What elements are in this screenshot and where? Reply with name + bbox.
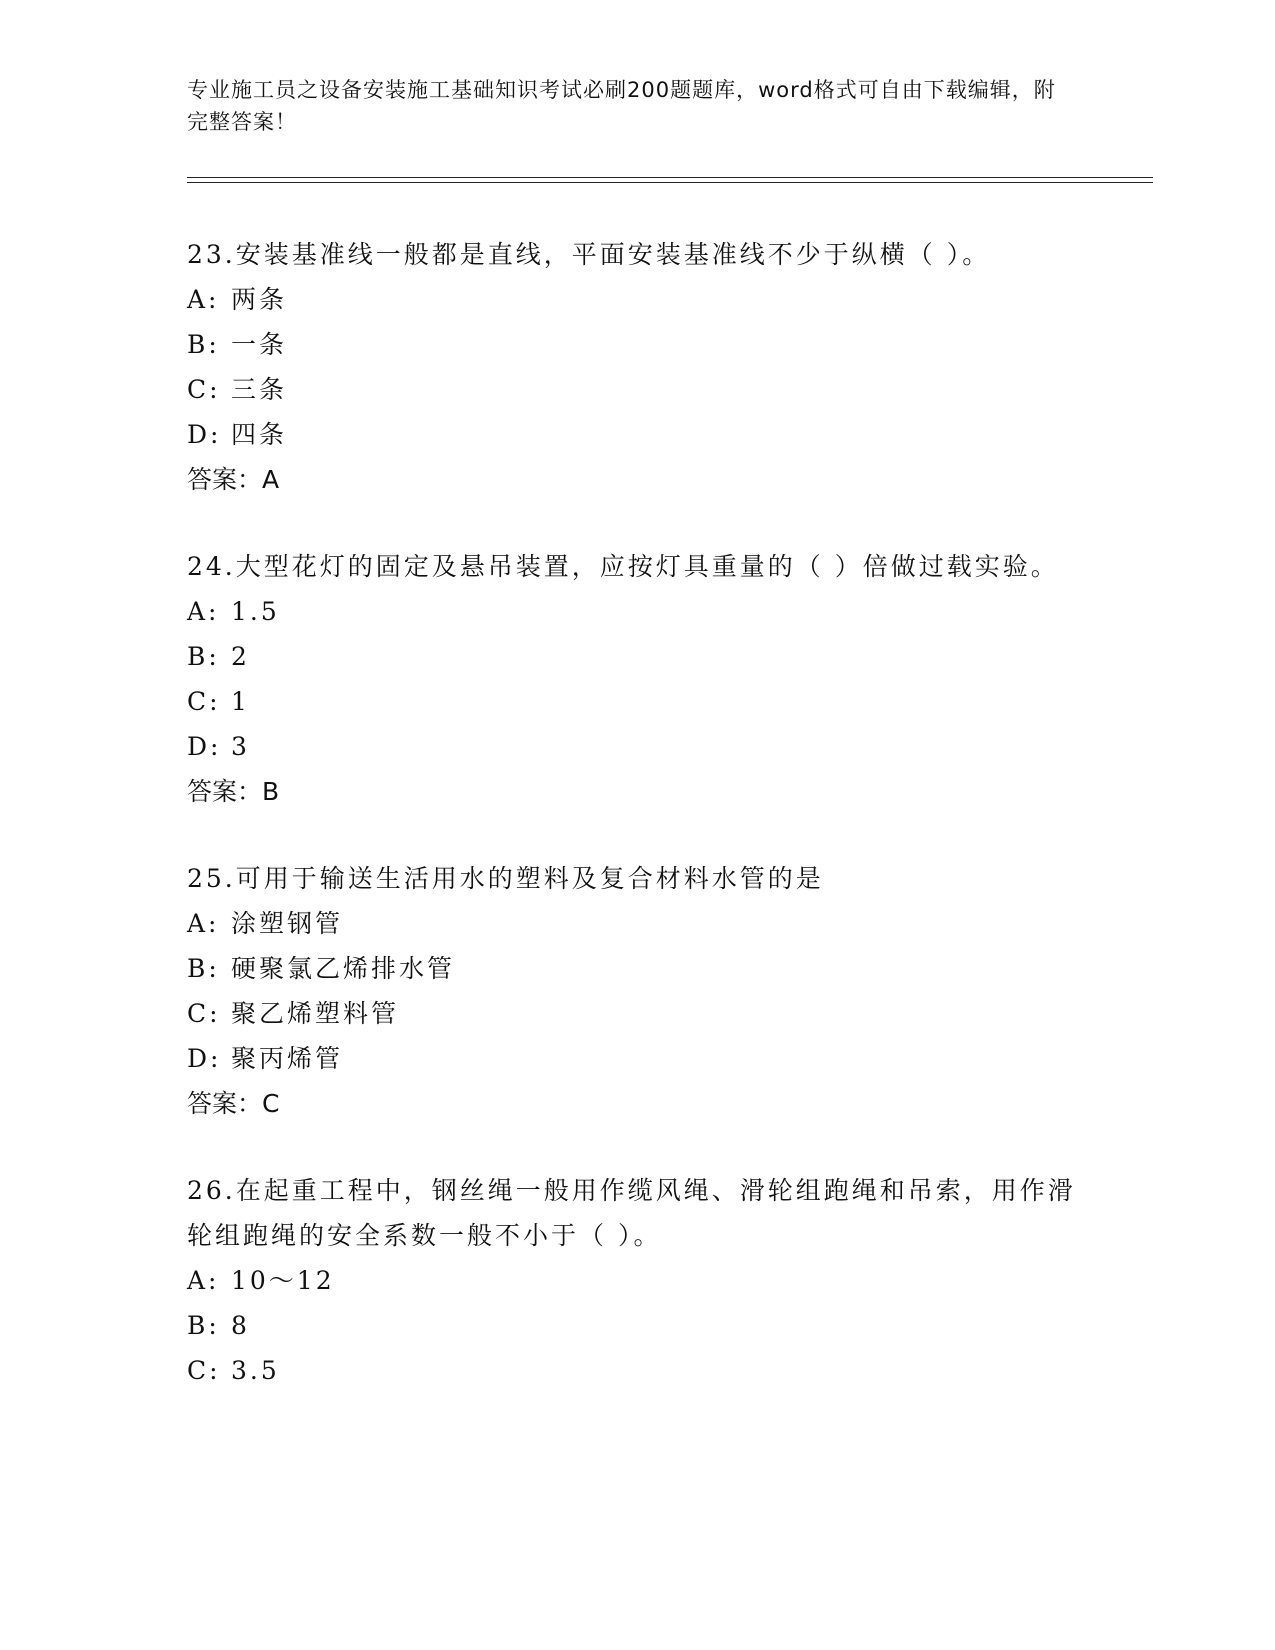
question-23 bbox=[187, 232, 1087, 502]
option-c: C: 三条 bbox=[187, 375, 288, 404]
question-24 bbox=[187, 544, 1087, 814]
option-a: A: 涂塑钢管 bbox=[187, 909, 344, 938]
option-b: B: 一条 bbox=[187, 330, 288, 359]
question-list bbox=[187, 232, 1087, 1435]
option-b: B: 8 bbox=[187, 1311, 250, 1340]
option-c: C: 1 bbox=[187, 687, 250, 716]
header-rule-bottom bbox=[187, 182, 1153, 183]
document-header: 专业施工员之设备安装施工基础知识考试必刷200题题库，word格式可自由下载编辑，附完整答案！ bbox=[187, 78, 1056, 134]
option-b: B: 2 bbox=[187, 642, 250, 671]
option-a: A: 10～12 bbox=[187, 1266, 335, 1295]
question-stem: 24.大型花灯的固定及悬吊装置，应按灯具重量的（ ）倍做过载实验。 bbox=[187, 552, 1059, 581]
answer-line: 答案：A bbox=[187, 465, 280, 494]
answer-line: 答案：C bbox=[187, 1089, 280, 1118]
question-stem: 25.可用于输送生活用水的塑料及复合材料水管的是 bbox=[187, 864, 824, 893]
option-b: B: 硬聚氯乙烯排水管 bbox=[187, 954, 456, 983]
option-c: C: 聚乙烯塑料管 bbox=[187, 999, 400, 1028]
option-d: D: 四条 bbox=[187, 420, 288, 449]
option-d: D: 3 bbox=[187, 732, 250, 761]
option-c: C: 3.5 bbox=[187, 1356, 280, 1385]
question-26 bbox=[187, 1168, 1087, 1393]
option-d: D: 聚丙烯管 bbox=[187, 1044, 344, 1073]
option-a: A: 两条 bbox=[187, 285, 288, 314]
option-a: A: 1.5 bbox=[187, 597, 280, 626]
answer-line: 答案：B bbox=[187, 777, 280, 806]
question-stem: 23.安装基准线一般都是直线，平面安装基准线不少于纵横（ ）。 bbox=[187, 240, 991, 269]
question-25 bbox=[187, 856, 1087, 1126]
question-stem: 26.在起重工程中，钢丝绳一般用作缆风绳、滑轮组跑绳和吊索，用作滑轮组跑绳的安全系数一般不小于（ ）。 bbox=[187, 1176, 1076, 1250]
header-rule-top bbox=[187, 177, 1153, 178]
